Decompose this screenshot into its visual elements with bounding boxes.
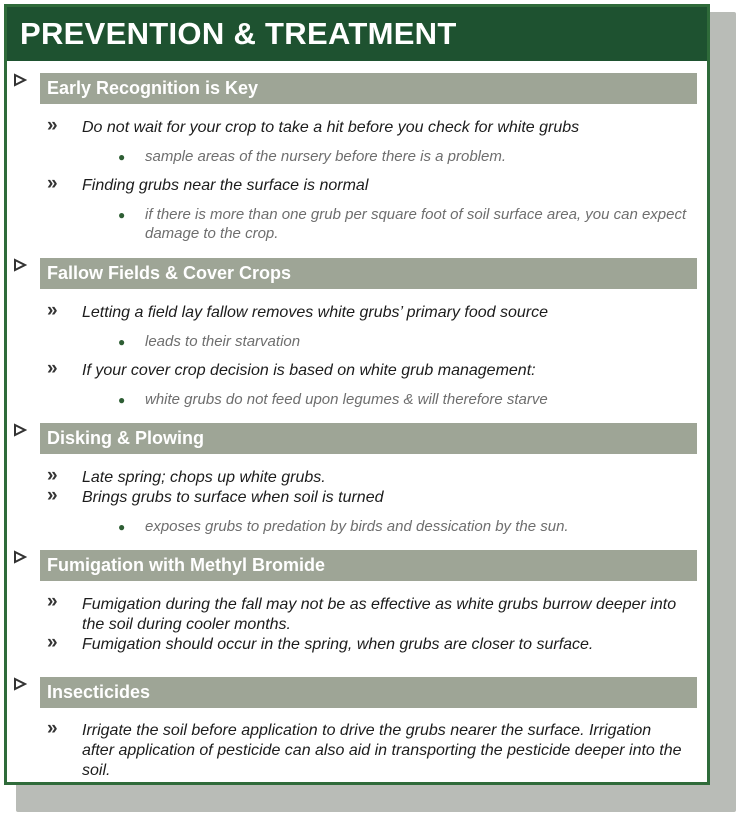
info-card: [4, 4, 710, 785]
chevron-bullet-icon: »: [47, 465, 58, 486]
header-banner: [7, 7, 707, 61]
chevron-bullet-icon: »: [47, 485, 58, 506]
section-heading-bar: [40, 73, 697, 104]
list-item: Fumigation during the fall may not be as effective as white grubs burrow deeper into the soil during cooler months.: [82, 596, 677, 633]
section-heading: Early Recognition is Key: [47, 78, 259, 98]
section-heading-bar: [40, 258, 697, 289]
chevron-bullet-icon: »: [47, 300, 58, 321]
list-item: Irrigate the soil before application to drive the grubs nearer the surface. Irrigation after application of pesticide can also aid in transporting the pesticide deeper into the soil.: [82, 722, 682, 779]
dot-bullet-icon: ●: [118, 150, 126, 164]
chevron-bullet-icon: »: [47, 358, 58, 379]
chevron-bullet-icon: »: [47, 718, 58, 739]
chevron-bullet-icon: »: [47, 173, 58, 194]
chevron-bullet-icon: »: [47, 591, 58, 612]
section-heading-bar: [40, 550, 697, 581]
list-item: Do not wait for your crop to take a hit before you check for white grubs: [82, 119, 580, 136]
list-item: Late spring; chops up white grubs.: [82, 469, 326, 486]
list-item: Brings grubs to surface when soil is turned: [82, 489, 384, 506]
sub-item: exposes grubs to predation by birds and dessication by the sun.: [145, 518, 569, 535]
list-item: Fumigation should occur in the spring, when grubs are closer to surface.: [82, 636, 594, 653]
dot-bullet-icon: ●: [118, 208, 126, 222]
section-heading: Fallow Fields & Cover Crops: [47, 263, 292, 283]
section-heading: Fumigation with Methyl Bromide: [47, 555, 325, 575]
sub-item: if there is more than one grub per square foot of soil surface area, you can expect damage to the crop.: [145, 206, 687, 242]
sub-item: sample areas of the nursery before there is a problem.: [145, 148, 507, 165]
dot-bullet-icon: ●: [118, 520, 126, 534]
section-heading: Insecticides: [47, 682, 151, 702]
section-heading-bar: [40, 423, 697, 454]
chevron-bullet-icon: »: [47, 115, 58, 136]
list-item: Finding grubs near the surface is normal: [82, 177, 369, 194]
list-item: If your cover crop decision is based on white grub management:: [82, 362, 536, 379]
section-heading: Disking & Plowing: [47, 428, 205, 448]
section-heading-bar: [40, 677, 697, 708]
dot-bullet-icon: ●: [118, 335, 126, 349]
page-title: PREVENTION & TREATMENT: [20, 16, 457, 51]
chevron-bullet-icon: »: [47, 632, 58, 653]
sub-item: white grubs do not feed upon legumes & will therefore starve: [145, 391, 548, 408]
sub-item: leads to their starvation: [145, 333, 301, 350]
list-item: Letting a field lay fallow removes white grubs’ primary food source: [82, 304, 548, 321]
dot-bullet-icon: ●: [118, 393, 126, 407]
